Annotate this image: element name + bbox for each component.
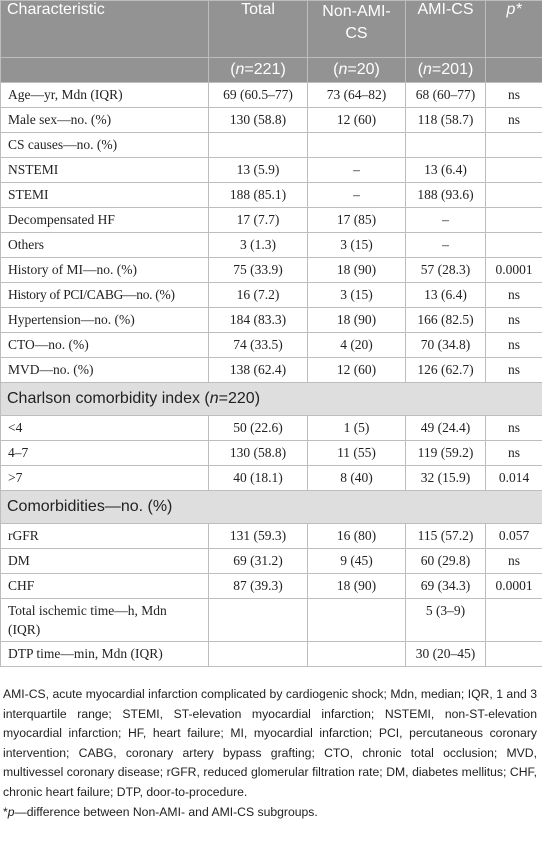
cell-total: 188 (85.1) xyxy=(209,183,308,208)
table-row xyxy=(1,524,542,549)
cell-ami-cs: 13 (6.4) xyxy=(406,283,486,308)
table-row xyxy=(1,83,542,108)
table-row xyxy=(1,574,542,599)
cell-non-ami: 12 (60) xyxy=(308,358,406,383)
table-row xyxy=(1,208,542,233)
abbreviations-footnote: AMI-CS, acute myocardial infarction complicated by cardiogenic shock; Mdn, median; IQR, 1 and 3 interquartile range; STEMI, ST-elevation myocardial infarction; NSTEMI, non-ST-elevation myocardial infarction; HF, heart failure; MI, myocardial infarction; PCI, percutaneous coronary intervention; CABG, coronary artery bypass grafting; CTO, chronic total occlusion; MVD, multivessel coronary disease; rGFR, reduced glomerular filtration rate; DM, diabetes mellitus; CHF, chronic heart failure; DTP, door-to-procedure. xyxy=(3,687,537,799)
cell-non-ami xyxy=(308,642,406,667)
table-row xyxy=(1,416,542,441)
cell-total: 131 (59.3) xyxy=(209,524,308,549)
cell-total: 74 (33.5) xyxy=(209,333,308,358)
cell-p: 0.057 xyxy=(486,524,542,549)
cell-ami-cs: 119 (59.2) xyxy=(406,441,486,466)
table-row xyxy=(1,466,542,491)
table-row xyxy=(1,233,542,258)
n-italic: n xyxy=(209,390,219,407)
section-heading-charlson xyxy=(1,383,542,416)
cell-p: ns xyxy=(486,308,542,333)
cell-ami-cs xyxy=(406,133,486,158)
cell-total: 69 (31.2) xyxy=(209,549,308,574)
cell-ami-cs: 188 (93.6) xyxy=(406,183,486,208)
cell-ami-cs: 30 (20–45) xyxy=(406,642,486,667)
cell-total: 16 (7.2) xyxy=(209,283,308,308)
row-label: MVD—no. (%) xyxy=(1,358,209,383)
row-label: STEMI xyxy=(1,183,209,208)
table-row xyxy=(1,333,542,358)
cell-non-ami: 9 (45) xyxy=(308,549,406,574)
table-row xyxy=(1,642,542,667)
cell-p: ns xyxy=(486,283,542,308)
section-row-charlson xyxy=(1,383,542,416)
header-non-ami-line2: CS xyxy=(345,25,368,42)
row-label: History of MI—no. (%) xyxy=(1,258,209,283)
cell-non-ami: – xyxy=(308,158,406,183)
cell-non-ami: 18 (90) xyxy=(308,308,406,333)
header-non-ami-line1: Non-AMI- xyxy=(322,3,391,20)
cell-non-ami: 18 (90) xyxy=(308,574,406,599)
section-heading-comorbidities: Comorbidities—no. (%) xyxy=(1,491,542,524)
cell-non-ami xyxy=(308,133,406,158)
cell-p xyxy=(486,642,542,667)
cell-ami-cs: 49 (24.4) xyxy=(406,416,486,441)
cell-p xyxy=(486,599,542,642)
cell-total: 184 (83.3) xyxy=(209,308,308,333)
cell-total: 130 (58.8) xyxy=(209,108,308,133)
cell-total: 3 (1.3) xyxy=(209,233,308,258)
row-label: 4–7 xyxy=(1,441,209,466)
cell-ami-cs: 68 (60–77) xyxy=(406,83,486,108)
row-label: rGFR xyxy=(1,524,209,549)
cell-ami-cs: 60 (29.8) xyxy=(406,549,486,574)
p-italic: p xyxy=(7,804,15,819)
cell-total xyxy=(209,642,308,667)
header-p-value: p* xyxy=(486,1,542,58)
table-row xyxy=(1,549,542,574)
cell-non-ami xyxy=(308,599,406,642)
header-total: Total xyxy=(209,1,308,58)
row-label: CTO—no. (%) xyxy=(1,333,209,358)
row-label: CS causes—no. (%) xyxy=(1,133,209,158)
table-footnotes xyxy=(0,685,537,822)
table-row xyxy=(1,441,542,466)
cell-non-ami: 12 (60) xyxy=(308,108,406,133)
header-n-p-empty xyxy=(486,58,542,83)
header-n-non-ami: (n=20) xyxy=(308,58,406,83)
table-row xyxy=(1,183,542,208)
cell-non-ami: 11 (55) xyxy=(308,441,406,466)
cell-non-ami: 73 (64–82) xyxy=(308,83,406,108)
cell-p: ns xyxy=(486,358,542,383)
section-charlson-label: Charlson comorbidity index (n=220) xyxy=(7,390,261,407)
header-n-ami-cs: (n=201) xyxy=(406,58,486,83)
cell-non-ami: 16 (80) xyxy=(308,524,406,549)
cell-total: 13 (5.9) xyxy=(209,158,308,183)
cell-ami-cs: 5 (3–9) xyxy=(406,599,486,642)
row-label: >7 xyxy=(1,466,209,491)
row-label: History of PCI/CABG—no. (%) xyxy=(1,283,209,308)
cell-ami-cs: 126 (62.7) xyxy=(406,358,486,383)
row-label: Total ischemic time—h, Mdn (IQR) xyxy=(1,599,209,642)
p-value-footnote: *p—difference between Non-AMI- and AMI-CS subgroups. xyxy=(3,804,318,819)
cell-total xyxy=(209,133,308,158)
section-row-comorbidities xyxy=(1,491,542,524)
cell-p: ns xyxy=(486,441,542,466)
row-label: Decompensated HF xyxy=(1,208,209,233)
row-label: Hypertension—no. (%) xyxy=(1,308,209,333)
cell-total: 69 (60.5–77) xyxy=(209,83,308,108)
header-non-ami-cs xyxy=(308,1,406,58)
table-row xyxy=(1,358,542,383)
table-row xyxy=(1,283,542,308)
cell-total: 130 (58.8) xyxy=(209,441,308,466)
table-row xyxy=(1,599,542,642)
row-label: DM xyxy=(1,549,209,574)
cell-p: ns xyxy=(486,549,542,574)
cell-non-ami: – xyxy=(308,183,406,208)
cell-non-ami: 17 (85) xyxy=(308,208,406,233)
table-row xyxy=(1,133,542,158)
cell-ami-cs: – xyxy=(406,233,486,258)
cell-ami-cs: – xyxy=(406,208,486,233)
cell-p xyxy=(486,233,542,258)
header-ami-cs: AMI-CS xyxy=(406,1,486,58)
cell-p: 0.014 xyxy=(486,466,542,491)
cell-non-ami: 8 (40) xyxy=(308,466,406,491)
header-characteristic: Characteristic xyxy=(1,1,209,58)
table-row xyxy=(1,108,542,133)
cell-p xyxy=(486,208,542,233)
cell-total xyxy=(209,599,308,642)
row-label: CHF xyxy=(1,574,209,599)
header-row xyxy=(1,1,542,58)
row-label: NSTEMI xyxy=(1,158,209,183)
cell-ami-cs: 13 (6.4) xyxy=(406,158,486,183)
cell-p: ns xyxy=(486,83,542,108)
header-n-total: (n=221) xyxy=(209,58,308,83)
cell-non-ami: 4 (20) xyxy=(308,333,406,358)
cell-p: ns xyxy=(486,108,542,133)
table-row xyxy=(1,308,542,333)
cell-ami-cs: 166 (82.5) xyxy=(406,308,486,333)
cell-total: 87 (39.3) xyxy=(209,574,308,599)
cell-p xyxy=(486,158,542,183)
cell-p: 0.0001 xyxy=(486,574,542,599)
cell-p xyxy=(486,133,542,158)
table-row xyxy=(1,258,542,283)
cell-ami-cs: 118 (58.7) xyxy=(406,108,486,133)
row-label: Male sex—no. (%) xyxy=(1,108,209,133)
cell-ami-cs: 57 (28.3) xyxy=(406,258,486,283)
cell-ami-cs: 69 (34.3) xyxy=(406,574,486,599)
cell-total: 17 (7.7) xyxy=(209,208,308,233)
row-label: <4 xyxy=(1,416,209,441)
cell-non-ami: 1 (5) xyxy=(308,416,406,441)
cell-p: 0.0001 xyxy=(486,258,542,283)
header-n-row xyxy=(1,58,542,83)
cell-p: ns xyxy=(486,416,542,441)
n-italic: n xyxy=(423,61,432,78)
cell-non-ami: 3 (15) xyxy=(308,233,406,258)
row-label: Age—yr, Mdn (IQR) xyxy=(1,83,209,108)
cell-total: 40 (18.1) xyxy=(209,466,308,491)
cell-non-ami: 3 (15) xyxy=(308,283,406,308)
table-row xyxy=(1,158,542,183)
cell-total: 75 (33.9) xyxy=(209,258,308,283)
n-italic: n xyxy=(338,61,348,78)
header-n-empty xyxy=(1,58,209,83)
cell-p xyxy=(486,183,542,208)
cell-ami-cs: 70 (34.8) xyxy=(406,333,486,358)
row-label: DTP time—min, Mdn (IQR) xyxy=(1,642,209,667)
row-label: Others xyxy=(1,233,209,258)
n-italic: n xyxy=(235,61,245,78)
cell-total: 138 (62.4) xyxy=(209,358,308,383)
cell-ami-cs: 32 (15.9) xyxy=(406,466,486,491)
cell-ami-cs: 115 (57.2) xyxy=(406,524,486,549)
cell-non-ami: 18 (90) xyxy=(308,258,406,283)
cell-p: ns xyxy=(486,333,542,358)
cell-total: 50 (22.6) xyxy=(209,416,308,441)
